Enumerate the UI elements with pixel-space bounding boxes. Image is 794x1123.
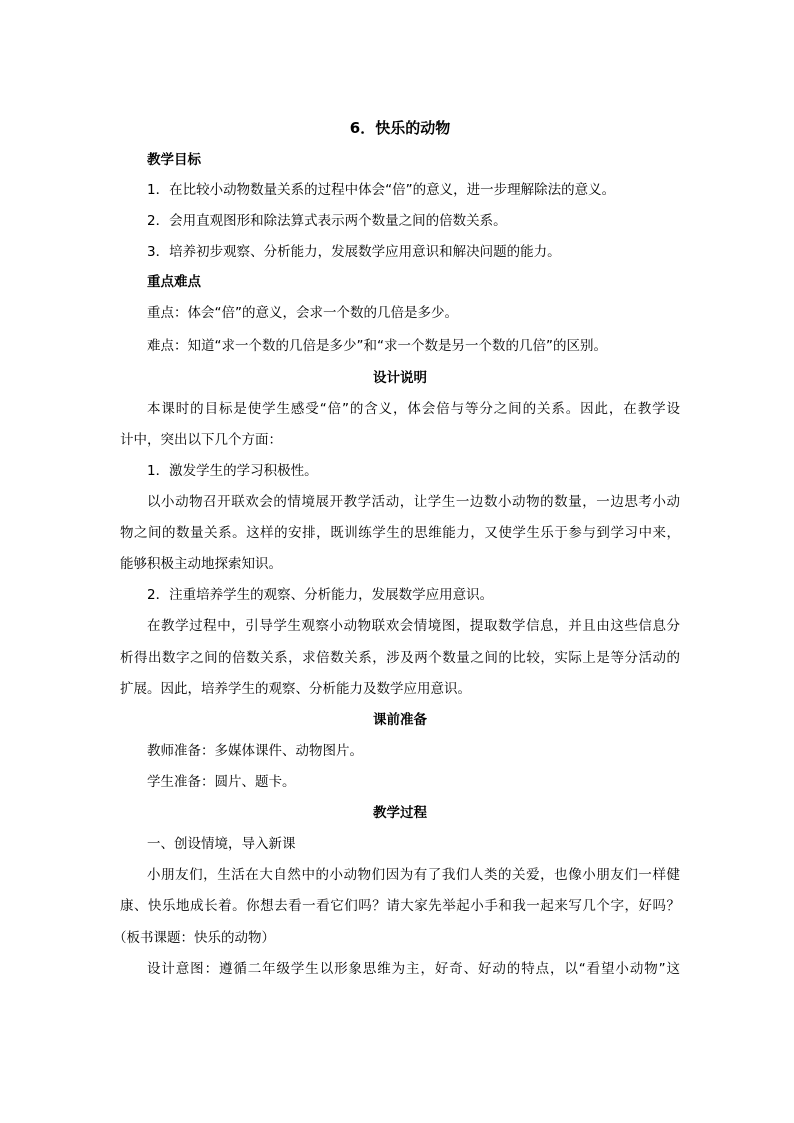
difficulty-text: 难点：知道“求一个数的几倍是多少”和“求一个数是另一个数的几倍”的区别。 — [147, 338, 607, 354]
objectives-heading: 教学目标 — [147, 152, 201, 168]
step1-line-1: 小朋友们，生活在大自然中的小动物们因为有了我们人类的关爱，也像小朋友们一样健 — [147, 867, 680, 883]
objective-item-1: 1．在比较小动物数量关系的过程中体会“倍”的意义，进一步理解除法的意义。 — [147, 182, 616, 198]
step1-heading: 一、创设情境，导入新课 — [147, 836, 296, 852]
keypoints-heading: 重点难点 — [147, 274, 201, 290]
design-intent-text: 设计意图：遵循二年级学生以形象思维为主，好奇、好动的特点，以“看望小动物”这 — [147, 961, 680, 977]
keypoint-text: 重点：体会“倍”的意义，会求一个数的几倍是多少。 — [147, 305, 458, 321]
lesson-title: 6．快乐的动物 — [349, 119, 451, 137]
teacher-prep: 教师准备：多媒体课件、动物图片。 — [147, 743, 363, 759]
design-p1-line-2: 物之间的数量关系。这样的安排，既训练学生的思维能力，又使学生乐于参与到学习中来， — [120, 525, 680, 541]
process-heading: 教学过程 — [373, 805, 427, 821]
step1-line-2: 康、快乐地成长着。你想去看一看它们吗？请大家先举起小手和我一起来写几个字，好吗？ — [120, 898, 680, 914]
design-point-1: 1．激发学生的学习积极性。 — [147, 463, 318, 479]
design-point-2: 2．注重培养学生的观察、分析能力，发展数学应用意识。 — [147, 587, 494, 603]
objective-item-2: 2．会用直观图形和除法算式表示两个数量之间的倍数关系。 — [147, 213, 507, 229]
design-p2-line-3: 扩展。因此，培养学生的观察、分析能力及数学应用意识。 — [120, 681, 471, 697]
design-p1-line-3: 能够积极主动地探索知识。 — [120, 556, 282, 572]
design-intro-line-1: 本课时的目标是使学生感受“倍”的含义，体会倍与等分之间的关系。因此，在教学设 — [147, 401, 680, 417]
design-heading: 设计说明 — [373, 370, 427, 386]
design-p2-line-1: 在教学过程中，引导学生观察小动物联欢会情境图，提取数学信息，并且由这些信息分 — [147, 618, 680, 634]
design-intro-line-2: 计中，突出以下几个方面： — [120, 432, 282, 448]
student-prep: 学生准备：圆片、题卡。 — [147, 774, 296, 790]
step1-line-3: （板书课题：快乐的动物） — [113, 930, 275, 946]
design-p2-line-2: 析得出数字之间的倍数关系，求倍数关系，涉及两个数量之间的比较，实际上是等分活动的 — [120, 650, 680, 666]
prep-heading: 课前准备 — [373, 712, 427, 728]
objective-item-3: 3．培养初步观察、分析能力，发展数学应用意识和解决问题的能力。 — [147, 244, 561, 260]
design-p1-line-1: 以小动物召开联欢会的情境展开教学活动，让学生一边数小动物的数量，一边思考小动 — [147, 494, 680, 510]
